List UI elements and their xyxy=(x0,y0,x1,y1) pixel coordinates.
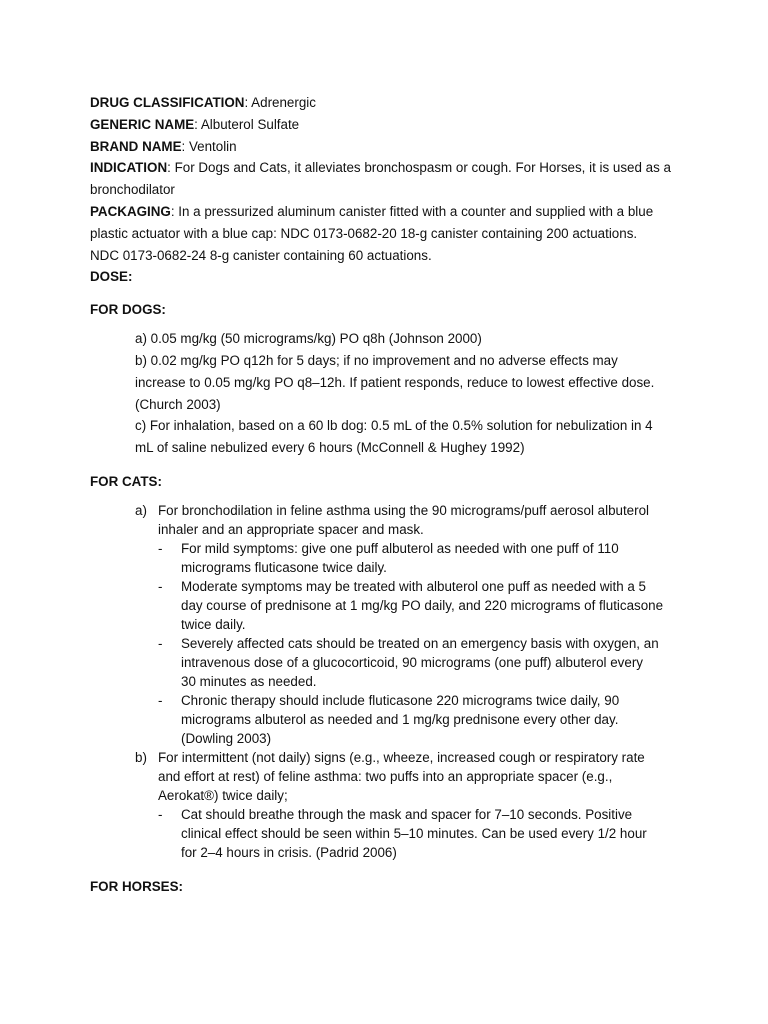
field-indication xyxy=(90,157,690,179)
dogs-dose-line: (Church 2003) xyxy=(135,396,221,412)
field-label: BRAND NAME xyxy=(90,138,182,154)
dash-marker: - xyxy=(158,635,163,651)
field-label: GENERIC NAME xyxy=(90,116,195,132)
field-value: : Ventolin xyxy=(181,138,237,154)
sub-item xyxy=(158,577,690,634)
list-item-text: inhaler and an appropriate spacer and mask. xyxy=(158,521,424,537)
sub-item-text: 30 minutes as needed. xyxy=(181,673,317,689)
document-page xyxy=(90,92,690,897)
list-item-text: For intermittent (not daily) signs (e.g., wheeze, increased cough or respiratory rate xyxy=(158,749,645,765)
cats-dose-list xyxy=(135,501,690,862)
field-label: INDICATION xyxy=(90,160,168,176)
field-value: : In a pressurized aluminum canister fitted with a counter and supplied with a blue xyxy=(170,203,654,219)
field-packaging-continued: plastic actuator with a blue cap: NDC 0173-0682-20 18-g canister containing 200 actuations. xyxy=(90,225,638,241)
field-dose xyxy=(90,266,690,288)
dogs-dose-list xyxy=(135,328,690,459)
field-value: : For Dogs and Cats, it alleviates bronchospasm or cough. For Horses, it is used as a xyxy=(167,160,671,176)
list-marker: a) xyxy=(135,502,147,518)
sub-item-text: Severely affected cats should be treated on an emergency basis with oxygen, an xyxy=(181,635,659,651)
section-heading-horses: FOR HORSES: xyxy=(90,878,183,894)
cats-item-b xyxy=(135,748,690,862)
list-marker: b) xyxy=(135,749,147,765)
sub-item-text: twice daily. xyxy=(181,616,246,632)
sub-item xyxy=(158,539,690,577)
field-label: DRUG CLASSIFICATION xyxy=(90,95,245,110)
dogs-dose-line: mL of saline nebulized every 6 hours (McConnell & Hughey 1992) xyxy=(135,440,525,456)
sub-item-text: For mild symptoms: give one puff albuterol as needed with one puff of 110 xyxy=(181,540,619,556)
dash-marker: - xyxy=(158,578,163,594)
field-packaging xyxy=(90,201,690,223)
dash-marker: - xyxy=(158,806,163,822)
dogs-dose-line: c) For inhalation, based on a 60 lb dog: 0.5 mL of the 0.5% solution for nebulization in 4 xyxy=(135,418,653,434)
field-generic-name xyxy=(90,114,690,136)
dash-marker: - xyxy=(158,540,163,556)
dogs-dose-line: increase to 0.05 mg/kg PO q8–12h. If patient responds, reduce to lowest effective dose. xyxy=(135,374,655,390)
field-drug-classification xyxy=(90,92,690,114)
sub-item xyxy=(158,634,690,691)
field-value: : Albuterol Sulfate xyxy=(194,116,300,132)
field-packaging-continued: NDC 0173-0682-24 8-g canister containing 60 actuations. xyxy=(90,247,432,263)
field-label: DOSE xyxy=(90,269,128,285)
field-label-colon: : xyxy=(127,269,133,285)
sub-item-text: Cat should breathe through the mask and spacer for 7–10 seconds. Positive xyxy=(181,806,633,822)
list-item-text: and effort at rest) of feline asthma: two puffs into an appropriate spacer (e.g., xyxy=(158,768,613,784)
sub-item-text: (Dowling 2003) xyxy=(181,730,272,746)
sub-item-text: Chronic therapy should include fluticasone 220 micrograms twice daily, 90 xyxy=(181,692,620,708)
sub-item xyxy=(158,805,690,862)
list-item-text: Aerokat®) twice daily; xyxy=(158,787,288,803)
sub-item-text: Moderate symptoms may be treated with albuterol one puff as needed with a 5 xyxy=(181,578,646,594)
sub-item-text: micrograms fluticasone twice daily. xyxy=(181,559,387,575)
cats-item-a xyxy=(135,501,690,748)
sub-item-text: clinical effect should be seen within 5–10 minutes. Can be used every 1/2 hour xyxy=(181,825,647,841)
sub-item xyxy=(158,691,690,748)
sub-item-text: micrograms albuterol as needed and 1 mg/kg prednisone every other day. xyxy=(181,711,619,727)
dogs-dose-line: b) 0.02 mg/kg PO q12h for 5 days; if no improvement and no adverse effects may xyxy=(135,352,618,368)
field-brand-name xyxy=(90,136,690,158)
section-heading-cats: FOR CATS: xyxy=(90,473,162,489)
sub-item-text: day course of prednisone at 1 mg/kg PO daily, and 220 micrograms of fluticasone xyxy=(181,597,664,613)
list-item-text: For bronchodilation in feline asthma using the 90 micrograms/puff aerosol albuterol xyxy=(158,502,650,518)
field-indication-continued: bronchodilator xyxy=(90,182,175,198)
sub-item-text: intravenous dose of a glucocorticoid, 90 micrograms (one puff) albuterol every xyxy=(181,654,643,670)
dash-marker: - xyxy=(158,692,163,708)
field-label: PACKAGING xyxy=(90,203,171,219)
sub-item-text: for 2–4 hours in crisis. (Padrid 2006) xyxy=(181,844,397,860)
dogs-dose-line: a) 0.05 mg/kg (50 micrograms/kg) PO q8h (Johnson 2000) xyxy=(135,331,482,347)
field-value: : Adrenergic xyxy=(244,95,316,110)
section-heading-dogs: FOR DOGS: xyxy=(90,302,166,318)
